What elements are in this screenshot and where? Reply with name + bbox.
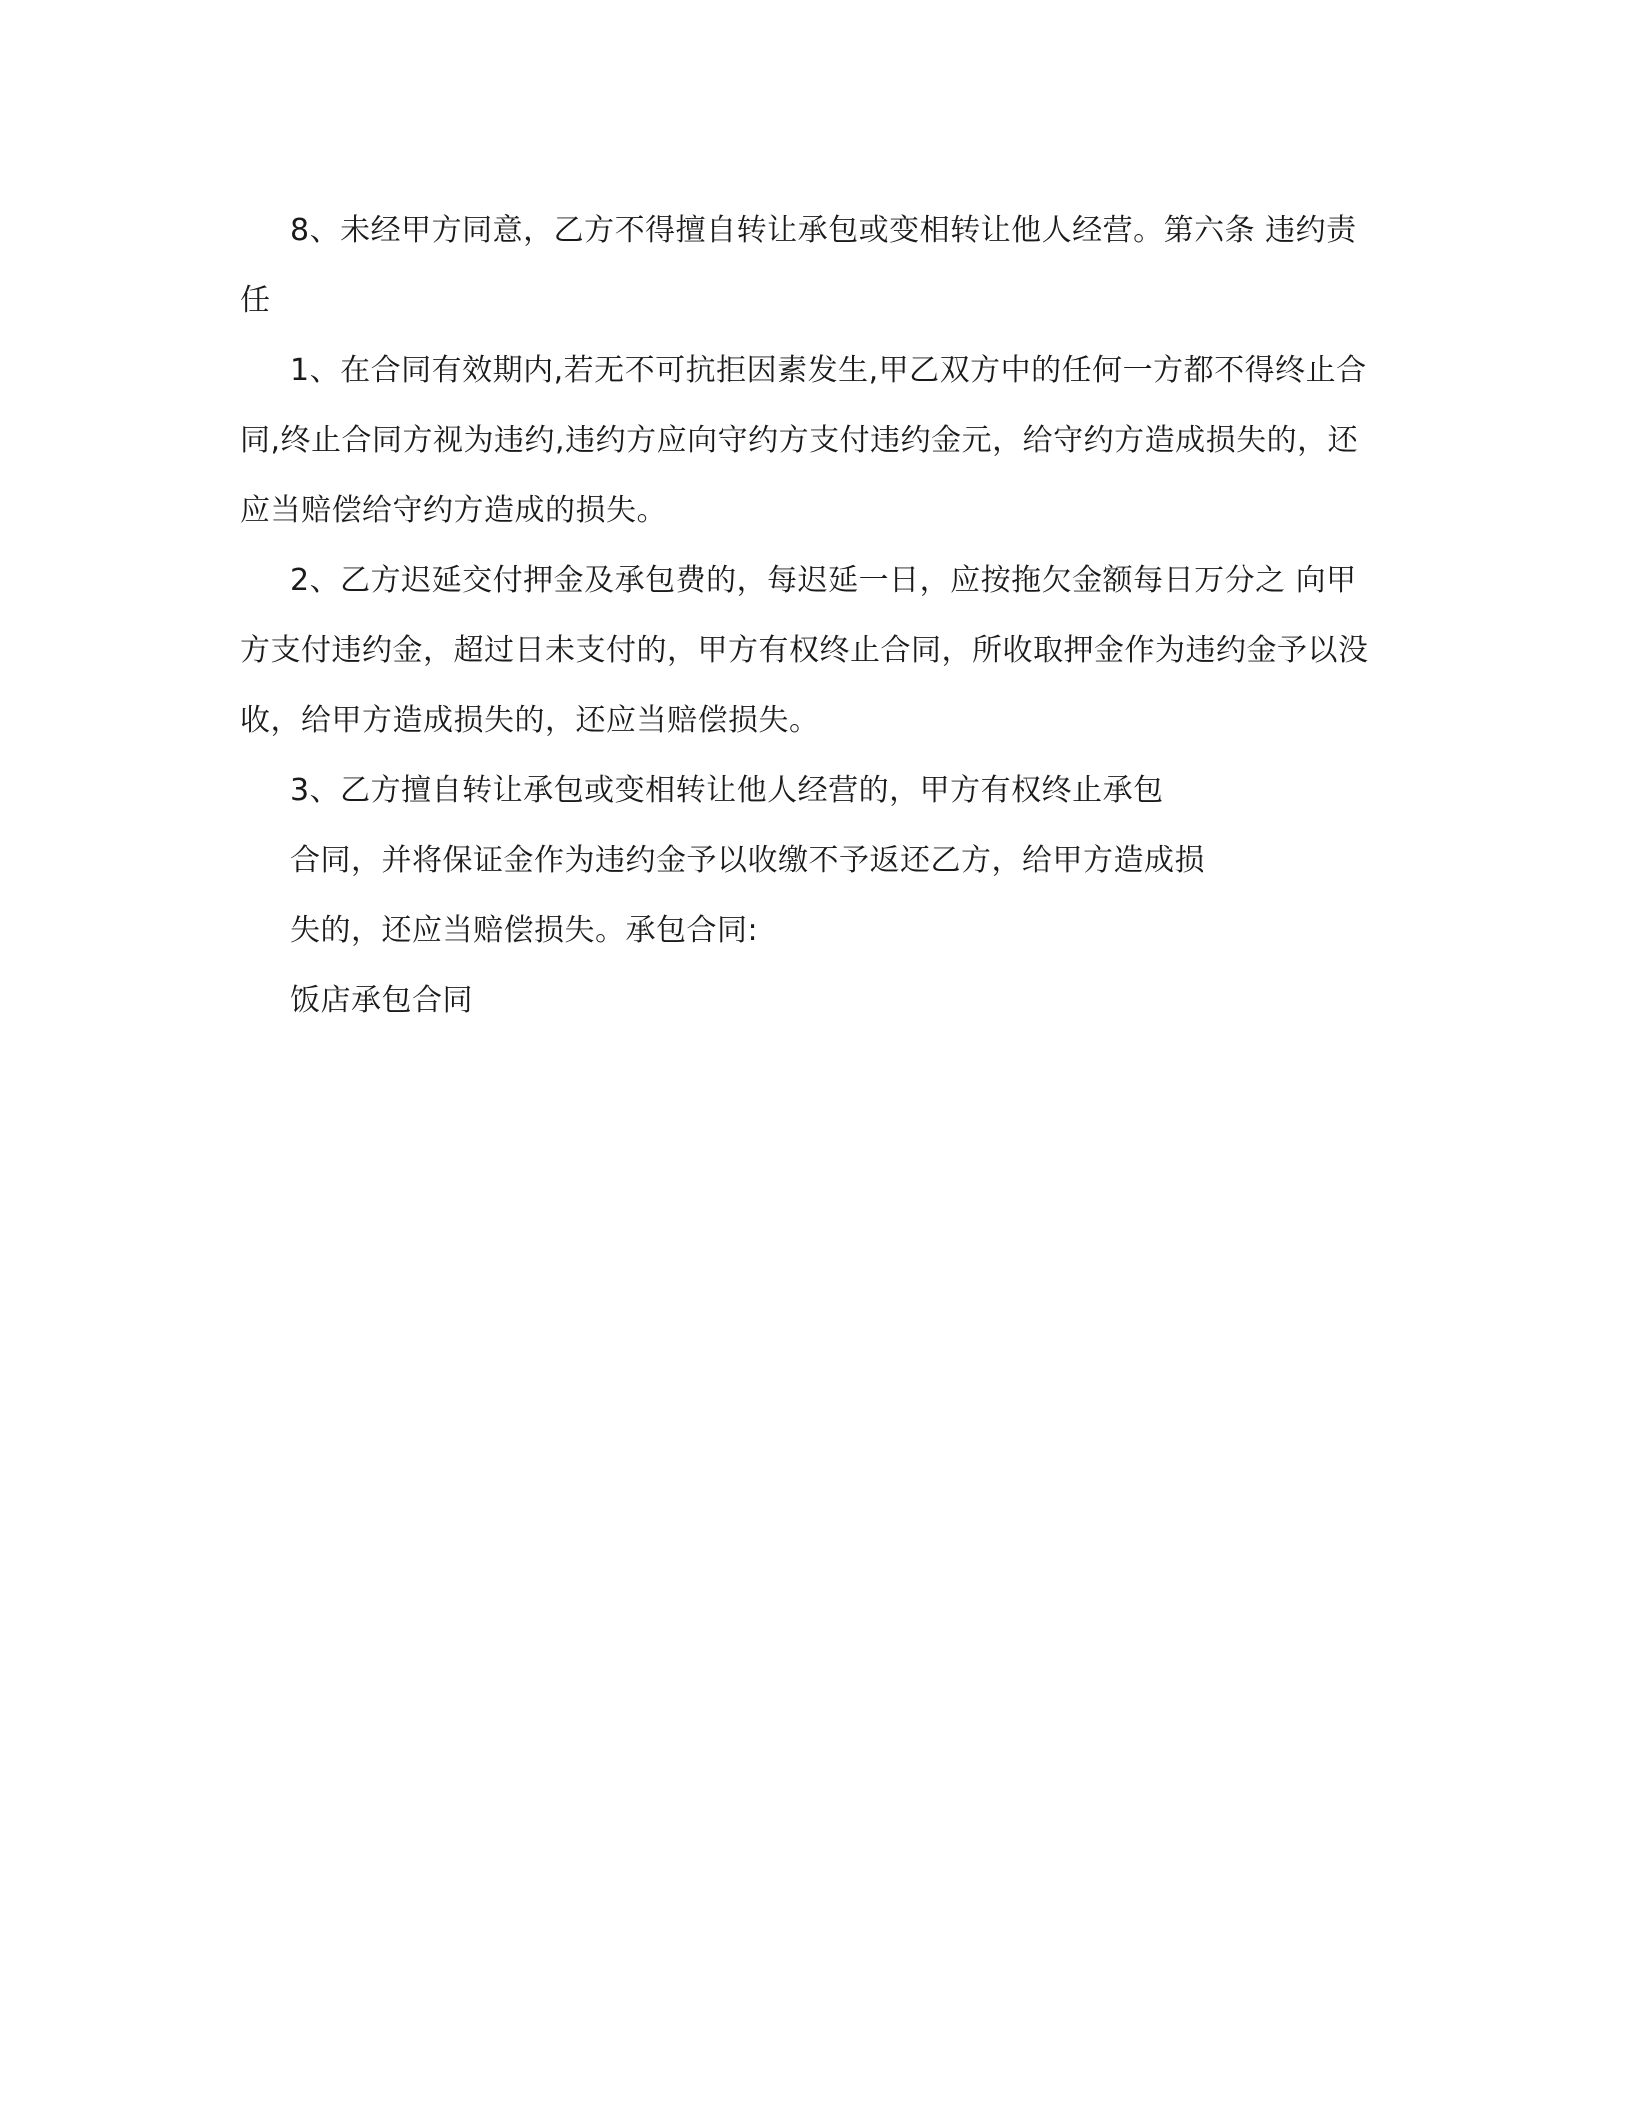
breach-clause-1-paragraph: 1、在合同有效期内,若无不可抗拒因素发生,甲乙双方中的任何一方都不得终止合同,终止合同方视为违约,违约方应向守约方支付违约金元，给守约方造成损失的，还应当赔偿给守约方造成的损失。 [240,353,1367,528]
breach-clause-2-paragraph: 2、乙方迟延交付押金及承包费的，每迟延一日，应按拖欠金额每日万分之 向甲方支付违约金，超过日未支付的，甲方有权终止合同，所收取押金作为违约金予以没收，给甲方造成损失的，还应当赔偿损失。 [240,563,1369,738]
document-body [240,196,1370,1036]
breach-clause-3-line-1: 3、乙方擅自转让承包或变相转让他人经营的，甲方有权终止承包 [290,773,1164,808]
clause-8-paragraph: 8、未经甲方同意，乙方不得擅自转让承包或变相转让他人经营。第六条 违约责任 [240,213,1357,318]
breach-clause-3-line-3: 失的，还应当赔偿损失。承包合同: [290,913,759,948]
breach-clause-3-line-2: 合同，并将保证金作为违约金予以收缴不予返还乙方，给甲方造成损 [290,843,1205,878]
contract-title-line: 饭店承包合同 [290,983,473,1018]
